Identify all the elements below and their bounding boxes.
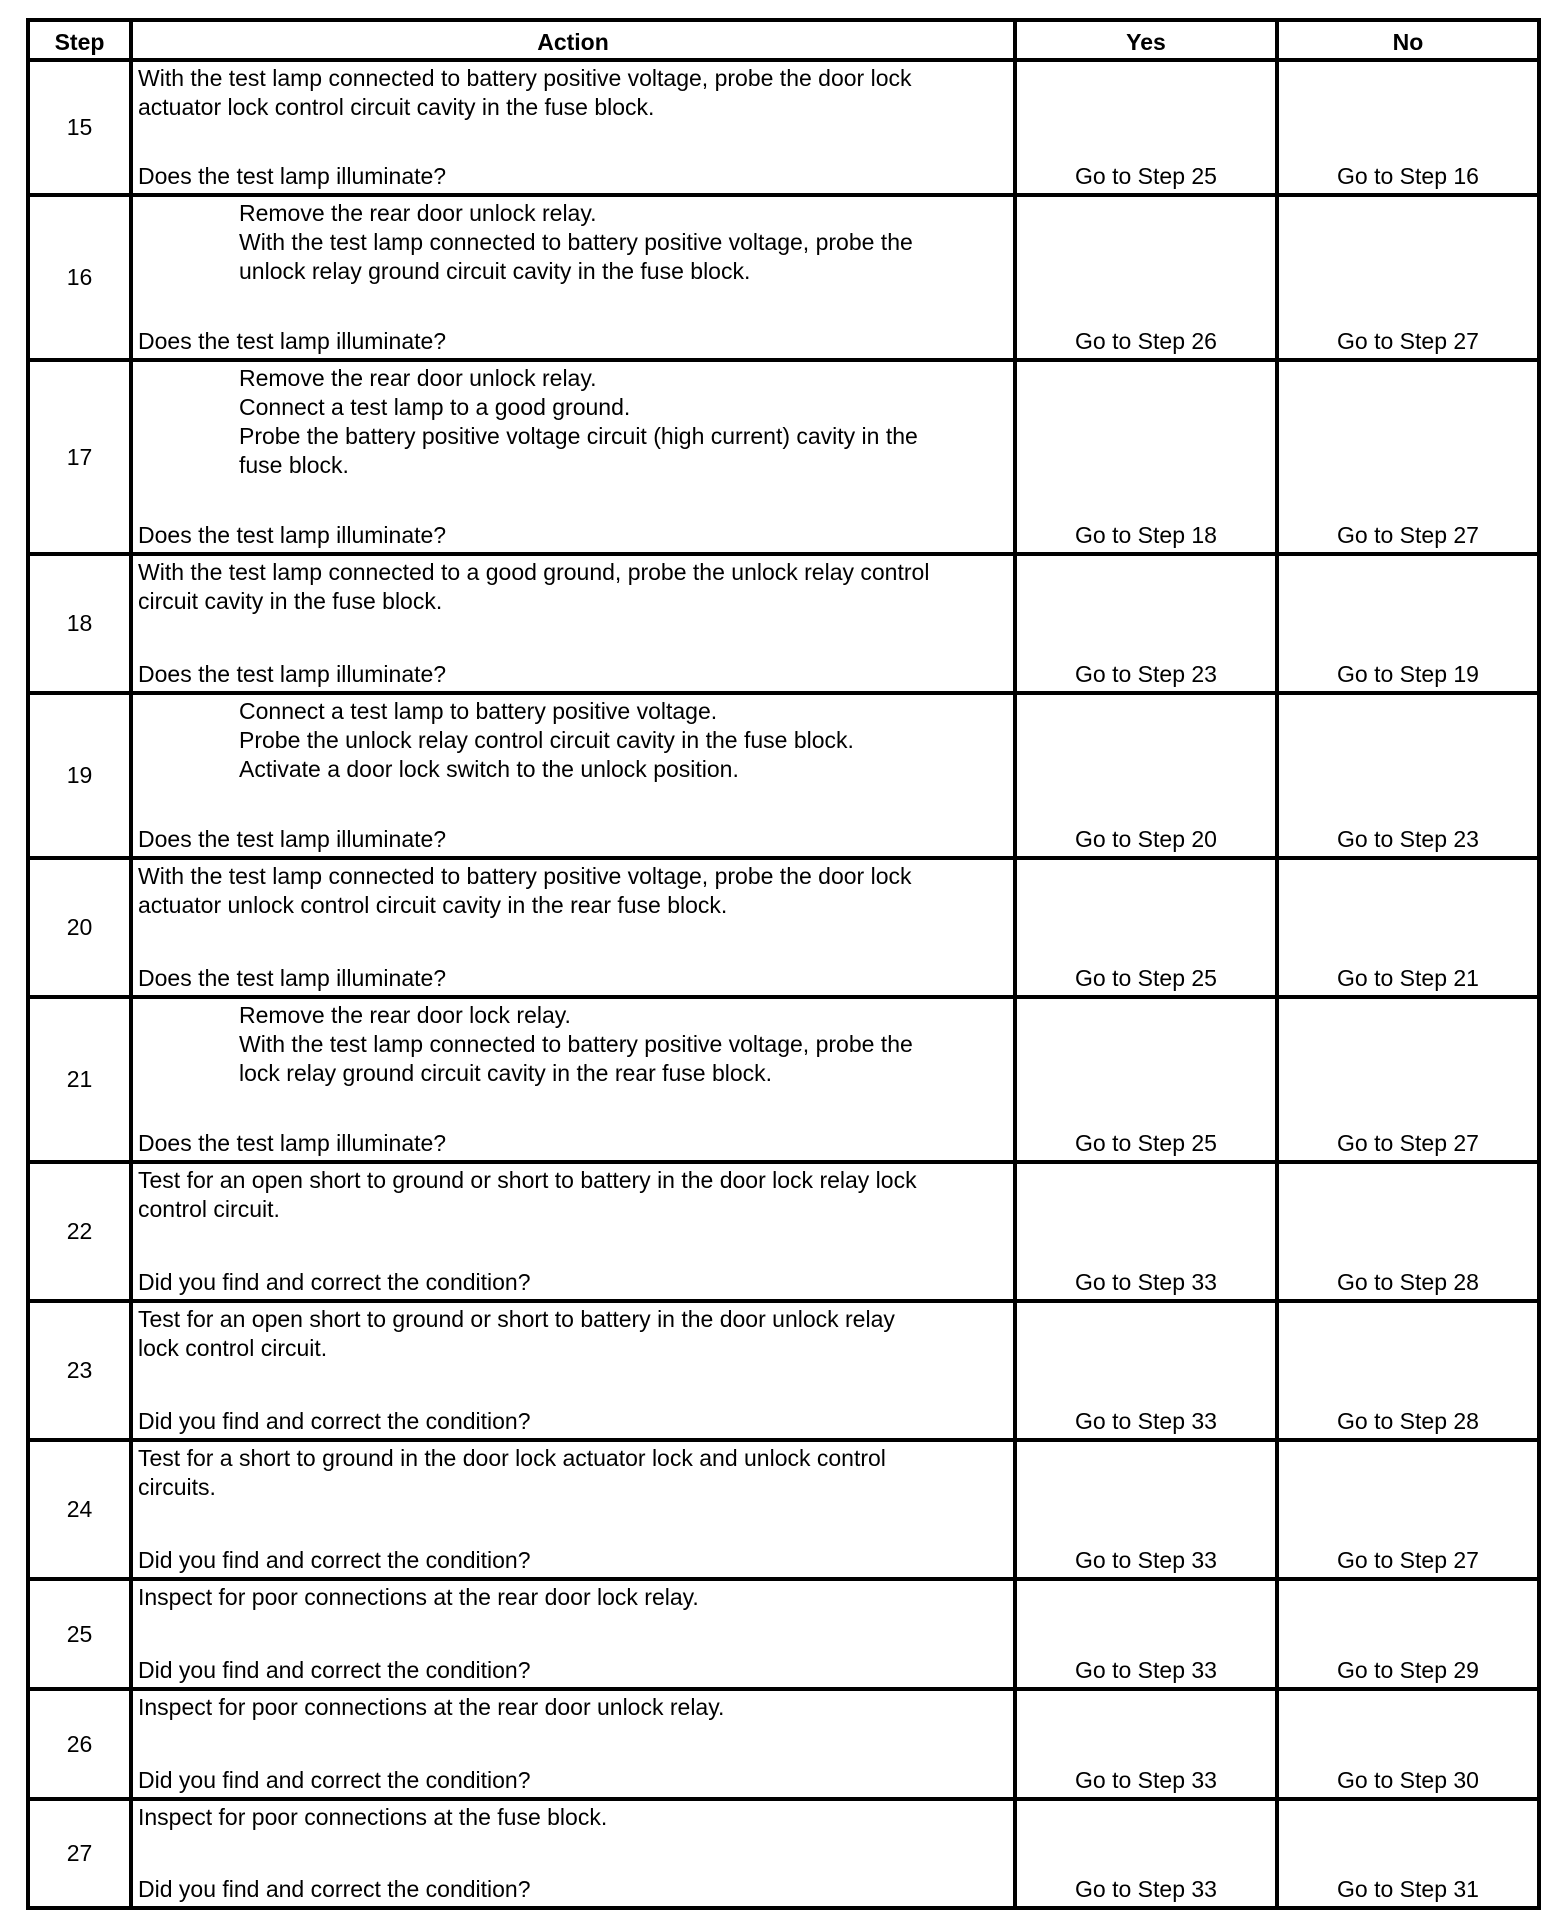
yes-cell bbox=[1017, 695, 1275, 856]
action-question: Did you find and correct the condition? bbox=[138, 1657, 531, 1683]
yes-cell bbox=[1017, 999, 1275, 1160]
row-divider bbox=[30, 1299, 1537, 1303]
yes-cell bbox=[1017, 62, 1275, 193]
action-line: Test for an open short to ground or short to battery in the door lock relay lock bbox=[138, 1167, 917, 1193]
yes-goto: Go to Step 33 bbox=[1075, 1408, 1217, 1434]
action-instructions bbox=[138, 1444, 1009, 1502]
action-cell bbox=[133, 362, 1013, 552]
no-cell bbox=[1279, 197, 1537, 358]
action-line: Connect a test lamp to a good ground. bbox=[239, 394, 631, 420]
table-row bbox=[30, 1691, 1537, 1797]
yes-goto: Go to Step 33 bbox=[1075, 1269, 1217, 1295]
action-line: Inspect for poor connections at the fuse block. bbox=[138, 1804, 608, 1830]
yes-goto: Go to Step 25 bbox=[1075, 965, 1217, 991]
action-instructions bbox=[239, 697, 1009, 784]
no-cell bbox=[1279, 860, 1537, 995]
no-cell bbox=[1279, 1801, 1537, 1906]
action-line: actuator lock control circuit cavity in the fuse block. bbox=[138, 94, 655, 120]
yes-cell bbox=[1017, 556, 1275, 691]
action-instructions bbox=[138, 1305, 1009, 1363]
table-row bbox=[30, 999, 1537, 1160]
action-line: Inspect for poor connections at the rear door unlock relay. bbox=[138, 1694, 725, 1720]
yes-goto: Go to Step 33 bbox=[1075, 1547, 1217, 1573]
no-cell bbox=[1279, 695, 1537, 856]
table-row bbox=[30, 1164, 1537, 1299]
action-cell bbox=[133, 1303, 1013, 1438]
action-line: With the test lamp connected to a good ground, probe the unlock relay control bbox=[138, 559, 930, 585]
no-goto: Go to Step 31 bbox=[1337, 1876, 1479, 1902]
step-number: 19 bbox=[66, 762, 93, 788]
action-instructions bbox=[138, 1693, 1009, 1722]
action-line: actuator unlock control circuit cavity in the rear fuse block. bbox=[138, 892, 728, 918]
action-cell bbox=[133, 1164, 1013, 1299]
action-line: control circuit. bbox=[138, 1196, 280, 1222]
action-instructions bbox=[239, 1001, 1009, 1088]
action-question: Does the test lamp illuminate? bbox=[138, 1130, 447, 1156]
yes-cell bbox=[1017, 197, 1275, 358]
yes-cell bbox=[1017, 1442, 1275, 1577]
action-instructions bbox=[138, 64, 1009, 122]
action-line: With the test lamp connected to battery positive voltage, probe the bbox=[239, 229, 913, 255]
step-number: 27 bbox=[66, 1840, 93, 1866]
action-line: With the test lamp connected to battery positive voltage, probe the door lock bbox=[138, 65, 912, 91]
no-goto: Go to Step 27 bbox=[1337, 1130, 1479, 1156]
yes-goto: Go to Step 25 bbox=[1075, 163, 1217, 189]
action-line: Test for an open short to ground or short to battery in the door unlock relay bbox=[138, 1306, 895, 1332]
table-row bbox=[30, 556, 1537, 691]
table-row bbox=[30, 695, 1537, 856]
header-no: No bbox=[1392, 28, 1424, 55]
no-goto: Go to Step 29 bbox=[1337, 1657, 1479, 1683]
step-number: 17 bbox=[66, 443, 93, 470]
no-goto: Go to Step 28 bbox=[1337, 1269, 1479, 1295]
step-number: 16 bbox=[66, 264, 93, 290]
row-divider bbox=[30, 1438, 1537, 1442]
no-cell bbox=[1279, 999, 1537, 1160]
action-cell bbox=[133, 556, 1013, 691]
action-cell bbox=[133, 62, 1013, 193]
no-cell bbox=[1279, 1442, 1537, 1577]
action-question: Does the test lamp illuminate? bbox=[138, 661, 447, 687]
action-line: circuits. bbox=[138, 1474, 216, 1500]
no-goto: Go to Step 19 bbox=[1337, 661, 1479, 687]
row-divider bbox=[30, 552, 1537, 556]
action-question: Does the test lamp illuminate? bbox=[138, 826, 447, 852]
no-cell bbox=[1279, 556, 1537, 691]
row-divider bbox=[30, 1160, 1537, 1164]
yes-cell bbox=[1017, 1801, 1275, 1906]
yes-cell bbox=[1017, 1581, 1275, 1687]
row-divider bbox=[30, 691, 1537, 695]
table-row bbox=[30, 860, 1537, 995]
yes-goto: Go to Step 33 bbox=[1075, 1767, 1217, 1793]
action-line: Inspect for poor connections at the rear door lock relay. bbox=[138, 1584, 699, 1610]
action-line: Probe the battery positive voltage circuit (high current) cavity in the bbox=[239, 423, 918, 449]
action-line: lock relay ground circuit cavity in the rear fuse block. bbox=[239, 1060, 773, 1086]
action-question: Did you find and correct the condition? bbox=[138, 1767, 531, 1793]
row-divider bbox=[30, 1797, 1537, 1801]
action-cell bbox=[133, 197, 1013, 358]
no-cell bbox=[1279, 62, 1537, 193]
action-line: lock control circuit. bbox=[138, 1335, 328, 1361]
action-line: fuse block. bbox=[239, 452, 349, 478]
action-instructions bbox=[138, 1583, 1009, 1612]
no-cell bbox=[1279, 1691, 1537, 1797]
step-number: 20 bbox=[66, 914, 93, 940]
action-question: Does the test lamp illuminate? bbox=[138, 522, 447, 548]
yes-cell bbox=[1017, 1691, 1275, 1797]
row-divider bbox=[30, 1577, 1537, 1581]
action-line: Activate a door lock switch to the unlock position. bbox=[239, 756, 739, 782]
action-instructions bbox=[138, 558, 1009, 616]
step-number: 26 bbox=[66, 1730, 93, 1757]
table-row bbox=[30, 1581, 1537, 1687]
action-cell bbox=[133, 860, 1013, 995]
row-divider bbox=[30, 856, 1537, 860]
no-cell bbox=[1279, 1303, 1537, 1438]
yes-cell bbox=[1017, 362, 1275, 552]
action-question: Did you find and correct the condition? bbox=[138, 1269, 531, 1295]
yes-goto: Go to Step 25 bbox=[1075, 1130, 1217, 1156]
action-line: unlock relay ground circuit cavity in the fuse block. bbox=[239, 258, 751, 284]
no-goto: Go to Step 16 bbox=[1337, 163, 1479, 189]
no-goto: Go to Step 28 bbox=[1337, 1408, 1479, 1434]
header-action: Action bbox=[537, 28, 609, 55]
action-question: Does the test lamp illuminate? bbox=[138, 163, 447, 189]
action-question: Did you find and correct the condition? bbox=[138, 1547, 531, 1573]
table-row bbox=[30, 362, 1537, 552]
no-goto: Go to Step 27 bbox=[1337, 522, 1479, 548]
no-cell bbox=[1279, 1164, 1537, 1299]
step-number: 25 bbox=[66, 1620, 93, 1647]
no-cell bbox=[1279, 1581, 1537, 1687]
action-line: Test for a short to ground in the door lock actuator lock and unlock control bbox=[138, 1445, 886, 1471]
action-line: circuit cavity in the fuse block. bbox=[138, 588, 443, 614]
yes-cell bbox=[1017, 1303, 1275, 1438]
no-goto: Go to Step 27 bbox=[1337, 1547, 1479, 1573]
action-cell bbox=[133, 1801, 1013, 1906]
action-cell bbox=[133, 999, 1013, 1160]
yes-goto: Go to Step 23 bbox=[1075, 661, 1217, 687]
action-line: Remove the rear door unlock relay. bbox=[239, 200, 597, 226]
table-row bbox=[30, 1801, 1537, 1906]
step-number: 23 bbox=[66, 1357, 93, 1383]
action-line: With the test lamp connected to battery positive voltage, probe the bbox=[239, 1031, 913, 1057]
yes-goto: Go to Step 26 bbox=[1075, 328, 1217, 354]
yes-goto: Go to Step 20 bbox=[1075, 826, 1217, 852]
yes-goto: Go to Step 18 bbox=[1075, 522, 1217, 548]
step-number: 21 bbox=[66, 1066, 93, 1092]
action-line: Connect a test lamp to battery positive voltage. bbox=[239, 698, 718, 724]
action-cell bbox=[133, 1691, 1013, 1797]
action-question: Does the test lamp illuminate? bbox=[138, 328, 447, 354]
action-question: Did you find and correct the condition? bbox=[138, 1408, 531, 1434]
action-line: Remove the rear door unlock relay. bbox=[239, 365, 597, 391]
action-instructions bbox=[239, 364, 1009, 480]
header-yes: Yes bbox=[1126, 28, 1166, 55]
yes-cell bbox=[1017, 1164, 1275, 1299]
action-line: Remove the rear door lock relay. bbox=[239, 1002, 571, 1028]
table-row bbox=[30, 1442, 1537, 1577]
no-goto: Go to Step 21 bbox=[1337, 965, 1479, 991]
no-goto: Go to Step 23 bbox=[1337, 826, 1479, 852]
table-row bbox=[30, 1303, 1537, 1438]
action-instructions bbox=[138, 1166, 1009, 1224]
row-divider bbox=[30, 995, 1537, 999]
action-cell bbox=[133, 695, 1013, 856]
no-goto: Go to Step 27 bbox=[1337, 328, 1479, 354]
step-number: 24 bbox=[66, 1496, 93, 1522]
action-instructions bbox=[138, 862, 1009, 920]
no-cell bbox=[1279, 362, 1537, 552]
action-question: Did you find and correct the condition? bbox=[138, 1876, 531, 1902]
action-instructions bbox=[239, 199, 1009, 286]
header-step: Step bbox=[54, 28, 105, 55]
diagnostic-table bbox=[26, 18, 1541, 1910]
no-goto: Go to Step 30 bbox=[1337, 1767, 1479, 1793]
step-number: 18 bbox=[66, 610, 93, 636]
row-divider bbox=[30, 58, 1537, 62]
action-question: Does the test lamp illuminate? bbox=[138, 965, 447, 991]
step-number: 15 bbox=[66, 114, 93, 140]
table-row bbox=[30, 62, 1537, 193]
yes-cell bbox=[1017, 860, 1275, 995]
action-instructions bbox=[138, 1803, 1009, 1832]
yes-goto: Go to Step 33 bbox=[1075, 1657, 1217, 1683]
action-line: With the test lamp connected to battery positive voltage, probe the door lock bbox=[138, 863, 912, 889]
row-divider bbox=[30, 358, 1537, 362]
action-cell bbox=[133, 1581, 1013, 1687]
step-number: 22 bbox=[66, 1218, 93, 1244]
action-line: Probe the unlock relay control circuit cavity in the fuse block. bbox=[239, 727, 854, 753]
row-divider bbox=[30, 1687, 1537, 1691]
action-cell bbox=[133, 1442, 1013, 1577]
table-row bbox=[30, 197, 1537, 358]
row-divider bbox=[30, 193, 1537, 197]
yes-goto: Go to Step 33 bbox=[1075, 1876, 1217, 1902]
